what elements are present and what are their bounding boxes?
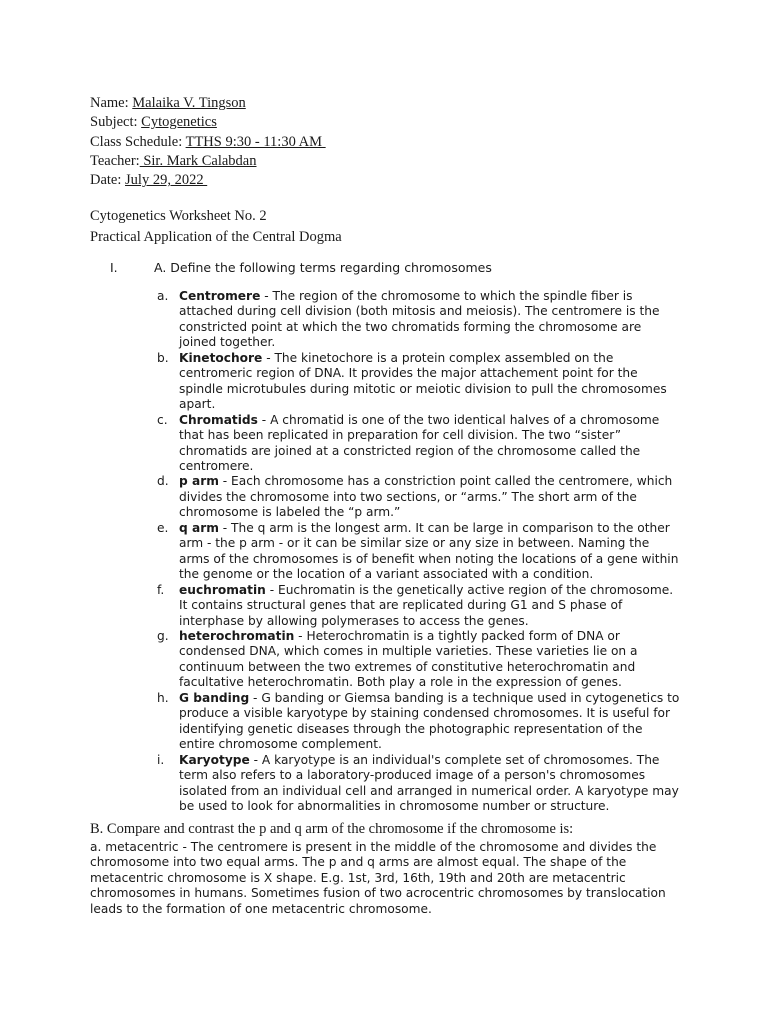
definition-marker: b. xyxy=(157,350,169,365)
definition-item xyxy=(157,474,682,520)
section-1-roman: I. xyxy=(110,260,118,275)
definition-body: - Each chromosome has a constriction point called the centromere, which divides the chromosome into two sections, or “arms.” The short arm of the chromosome is labeled the “p arm.” xyxy=(179,474,673,520)
name-row xyxy=(90,94,326,113)
definition-item xyxy=(157,413,682,475)
definition-term: p arm xyxy=(179,474,219,489)
definition-term: Chromatids xyxy=(179,412,258,427)
name-value: Malaika V. Tingson xyxy=(132,95,246,111)
definition-text-block xyxy=(179,583,682,629)
definition-item xyxy=(157,629,682,691)
definition-item xyxy=(157,753,682,815)
schedule-value: TTHS 9:30 - 11:30 AM xyxy=(185,133,326,150)
definition-text-block xyxy=(179,351,682,413)
definition-item xyxy=(157,289,682,351)
worksheet-title-block xyxy=(90,206,342,248)
definition-term: G banding xyxy=(179,690,250,705)
definition-text-block xyxy=(179,521,682,583)
definition-term: heterochromatin xyxy=(179,628,295,643)
metacentric-paragraph: a. metacentric - The centromere is present in the middle of the chromosome and divides the chromosome into two equal arms. The p and q arms are almost equal. The shape of the metacentric chromosome is X shape. E.g. 1st, 3rd, 16th, 19th and 20th are metacentric chromosomes in humans. Sometimes fusion of two acrocentric chromosomes by translocation leads to the formation of one metacentric chromosome. xyxy=(90,840,666,916)
definition-body: - A karyotype is an individual's complete set of chromosomes. The term also refers to a laboratory-produced image of a person's chromosomes isolated from an individual cell and arranged in numerical order. A karyotype may be used to look for abnormalities in chromosome number or structure. xyxy=(179,752,679,813)
worksheet-subtitle: Practical Application of the Central Dogma xyxy=(90,229,342,245)
definition-term: Karyotype xyxy=(179,752,250,767)
definition-item xyxy=(157,691,682,753)
section-b-heading: B. Compare and contrast the p and q arm of the chromosome if the chromosome is: xyxy=(90,821,574,837)
definition-body: - Heterochromatin is a tightly packed form of DNA or condensed DNA, which comes in multiple varieties. These varieties lie on a continuum between the two extremes of constitutive heterochromatin and facultative heterochromatin. Both play a role in the expression of genes. xyxy=(179,628,638,690)
definition-body: - Euchromatin is the genetically active region of the chromosome. It contains structural genes that are replicated during G1 and S phase of interphase by allowing polymerases to access the genes. xyxy=(179,582,674,628)
definition-text-block xyxy=(179,413,682,475)
definition-term: Kinetochore xyxy=(179,350,263,365)
definition-item xyxy=(157,521,682,583)
definition-body: - The q arm is the longest arm. It can be large in comparison to the other arm - the p arm - or it can be similar size or any size in between. Naming the arms of the chromosomes is of benefit when noting the locations of a gene within the genome or the location of a variant associated with a condition. xyxy=(179,520,679,582)
teacher-row xyxy=(90,152,326,171)
definition-marker: d. xyxy=(157,474,169,489)
worksheet-title: Cytogenetics Worksheet No. 2 xyxy=(90,208,267,224)
definition-text-block xyxy=(179,691,682,753)
student-info-header xyxy=(90,94,326,190)
definition-text-block xyxy=(179,629,682,691)
section-1-title: A. Define the following terms regarding chromosomes xyxy=(154,260,492,275)
definitions-list xyxy=(157,289,682,814)
definition-term: euchromatin xyxy=(179,582,266,597)
subject-value: Cytogenetics xyxy=(141,114,217,131)
teacher-value: Sir. Mark Calabdan xyxy=(139,152,257,169)
definition-body: - The region of the chromosome to which the spindle fiber is attached during cell division (both mitosis and meiosis). The centromere is the constricted point at which the two chromatids forming the chromosome are joined together. xyxy=(179,289,660,350)
date-row xyxy=(90,171,326,190)
definition-body: - A chromatid is one of the two identical halves of a chromosome that has been replicated in preparation for cell division. The two “sister” chromatids are joined at a constricted region of the chromosome called the centromere. xyxy=(179,412,660,473)
definition-term: Centromere xyxy=(179,289,261,303)
name-label: Name: xyxy=(90,95,133,111)
definition-marker: e. xyxy=(157,520,169,535)
definition-marker: c. xyxy=(157,412,168,427)
subject-row xyxy=(90,113,326,132)
subject-label: Subject: xyxy=(90,114,142,131)
section-1-heading xyxy=(110,259,492,276)
definition-marker: a. xyxy=(157,289,169,303)
date-label: Date: xyxy=(90,172,126,189)
schedule-label: Class Schedule: xyxy=(90,133,186,150)
definition-text-block xyxy=(179,474,682,520)
definition-item xyxy=(157,583,682,629)
teacher-label: Teacher: xyxy=(90,152,140,169)
schedule-row xyxy=(90,133,326,152)
definition-body: - The kinetochore is a protein complex assembled on the centromeric region of DNA. It provides the major attachement point for the spindle microtubules during mitotic or meiotic division to pull the chromosomes apart. xyxy=(179,350,667,412)
definition-marker: g. xyxy=(157,628,169,643)
definition-marker: i. xyxy=(157,752,165,767)
definition-marker: h. xyxy=(157,690,169,705)
definition-text-block xyxy=(179,289,682,351)
definition-term: q arm xyxy=(179,520,219,535)
definition-text-block xyxy=(179,753,682,815)
definition-body: - G banding or Giemsa banding is a technique used in cytogenetics to produce a visible karyotype by staining condensed chromosomes. It is useful for identifying genetic diseases through the photographic representation of the entire chromosome complement. xyxy=(179,690,680,752)
date-value: July 29, 2022 xyxy=(125,172,208,189)
definition-item xyxy=(157,351,682,413)
definition-marker: f. xyxy=(157,582,165,597)
